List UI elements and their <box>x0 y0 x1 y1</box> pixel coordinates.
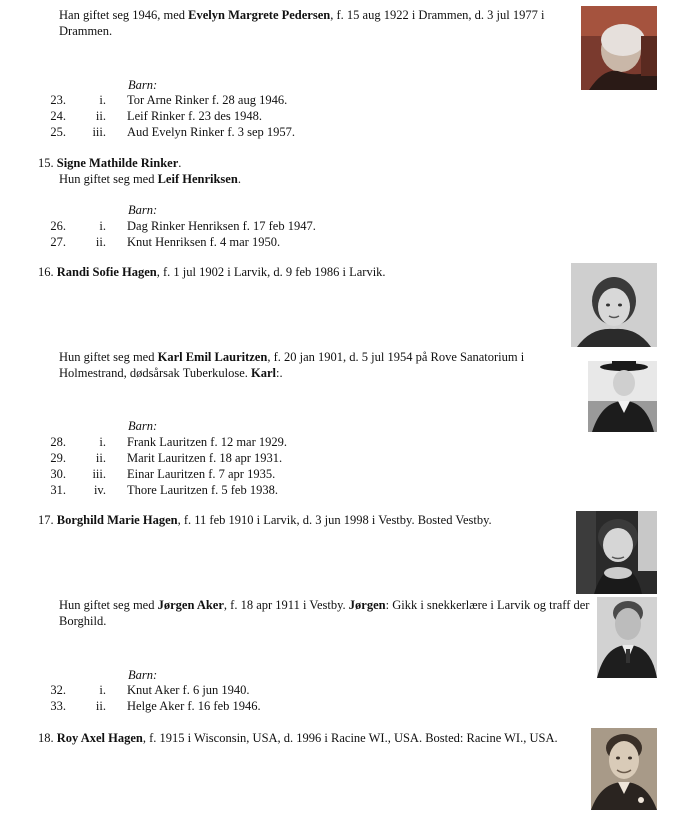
marriage-line-15: Hun giftet seg med Leif Henriksen. <box>59 172 241 186</box>
children-list-16 <box>36 434 576 498</box>
person-heading-17: 17. Borghild Marie Hagen, f. 11 feb 1910 i Larvik, d. 3 jun 1998 i Vestby. Bosted Vestby. <box>38 513 492 527</box>
list-item: 24. ii. Leif Rinker f. 23 des 1948. <box>50 109 263 123</box>
children-heading: Barn: <box>128 419 158 433</box>
children-heading: Barn: <box>128 78 158 92</box>
person-name: Borghild Marie Hagen <box>56 513 178 527</box>
spouse-name: Karl Emil Lauritzen <box>157 350 268 364</box>
spouse-name: Evelyn Margrete Pedersen <box>188 8 331 22</box>
portrait-photo-karl <box>588 361 657 432</box>
list-item: 31. iv. Thore Lauritzen f. 5 feb 1938. <box>50 483 278 497</box>
list-item: 33. ii. Helge Aker f. 16 feb 1946. <box>50 699 261 713</box>
portrait-photo-randi <box>571 263 657 347</box>
marriage-line-16: Hun giftet seg med Karl Emil Lauritzen, f. 20 jan 1901, d. 5 jul 1954 på Rove Sanatorium i Holmestrand, dødsårsak Tuberkulose. Karl:. <box>59 350 525 380</box>
list-item: 28. i. Frank Lauritzen f. 12 mar 1929. <box>50 435 288 449</box>
list-item: 23. i. Tor Arne Rinker f. 28 aug 1946. <box>50 93 288 107</box>
marriage-text: , f. 15 aug 1922 i Drammen, d. 3 jul 1977 i Drammen. <box>59 8 545 38</box>
portrait-photo-evelyn <box>581 6 657 90</box>
marriage-line-17: Hun giftet seg med Jørgen Aker, f. 18 apr 1911 i Vestby. Jørgen: Gikk i snekkerlære i Larvik og traff der Borghild. <box>59 598 590 628</box>
spouse-short-name: Karl <box>251 366 276 380</box>
portrait-photo-roy <box>591 728 657 810</box>
person-name: Signe Mathilde Rinker <box>56 156 179 170</box>
portrait-photo-borghild <box>576 511 657 594</box>
person-heading-15: 15. Signe Mathilde Rinker. <box>38 156 182 170</box>
spouse-short-name: Jørgen <box>348 598 386 612</box>
marriage-line-14 <box>59 7 597 39</box>
list-item: 32. i. Knut Aker f. 6 jun 1940. <box>50 683 250 697</box>
children-heading: Barn: <box>128 203 158 217</box>
children-list-17 <box>36 682 576 714</box>
marriage-text: Han giftet seg 1946, med <box>59 8 189 22</box>
children-list-14 <box>36 92 576 140</box>
list-item: 30. iii. Einar Lauritzen f. 7 apr 1935. <box>50 467 276 481</box>
list-item: 27. ii. Knut Henriksen f. 4 mar 1950. <box>50 235 281 249</box>
list-item: 25. iii. Aud Evelyn Rinker f. 3 sep 1957. <box>50 125 296 139</box>
person-name: Roy Axel Hagen <box>56 731 143 745</box>
person-name: Randi Sofie Hagen <box>56 265 157 279</box>
spouse-name: Leif Henriksen <box>157 172 238 186</box>
list-item: 26. i. Dag Rinker Henriksen f. 17 feb 1947. <box>50 219 316 233</box>
list-item: 29. ii. Marit Lauritzen f. 18 apr 1931. <box>50 451 283 465</box>
children-list-15 <box>36 218 576 250</box>
portrait-photo-jorgen <box>597 597 657 678</box>
spouse-name: Jørgen Aker <box>157 598 224 612</box>
person-heading-16: 16. Randi Sofie Hagen, f. 1 jul 1902 i Larvik, d. 9 feb 1986 i Larvik. <box>38 265 386 279</box>
person-heading-18: 18. Roy Axel Hagen, f. 1915 i Wisconsin, USA, d. 1996 i Racine WI., USA. Bosted: Racine WI., USA. <box>38 731 558 745</box>
children-heading: Barn: <box>128 668 158 682</box>
